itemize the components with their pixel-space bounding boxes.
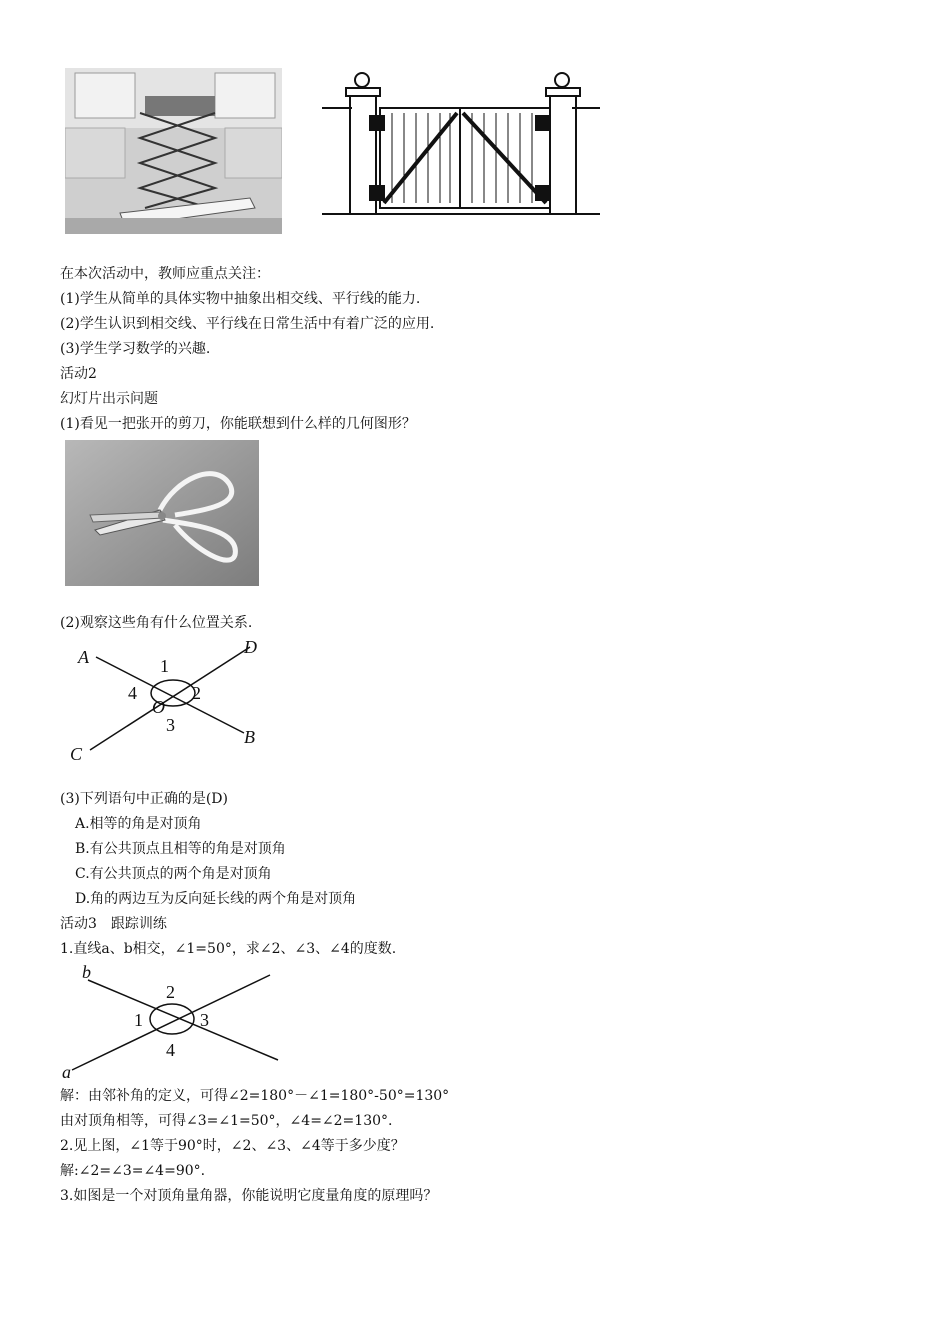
label-O: O [152,697,165,717]
problem-1: 1.直线a、b相交，∠1=50°，求∠2、∠3、∠4的度数. [60,941,397,957]
angle2-label-2: 2 [166,982,175,1002]
angle2-label-4: 4 [166,1040,175,1060]
question-2: (2)观察这些角有什么位置关系. [60,615,253,631]
focus-point-1: (1)学生从简单的具体实物中抽象出相交线、平行线的能力. [60,291,421,307]
question-1: (1)看见一把张开的剪刀，你能联想到什么样的几何图形？ [60,416,416,432]
problem-3: 3.如图是一个对顶角量角器，你能说明它度量角度的原理吗？ [60,1188,438,1204]
label-C: C [70,744,83,764]
option-a: A.相等的角是对顶角 [75,816,202,832]
label-A: A [78,647,89,667]
gate-drawing [322,68,602,238]
activity2-heading: 活动2 [60,366,97,382]
angle2-label-1: 1 [134,1010,143,1030]
intro-text: 在本次活动中，教师应重点关注： [60,266,270,282]
focus-point-3: (3)学生学习数学的兴趣. [60,341,211,357]
option-c: C.有公共顶点的两个角是对顶角 [75,866,272,882]
activity2-subheading: 幻灯片出示问题 [60,391,158,407]
label-D: D [244,637,257,657]
angle-label-3: 3 [166,715,175,735]
problem-2: 2.见上图，∠1等于90°时，∠2、∠3、∠4等于多少度？ [60,1138,405,1154]
scissor-lift-photo [65,68,282,234]
option-b: B.有公共顶点且相等的角是对顶角 [75,841,286,857]
option-d: D.角的两边互为反向延长线的两个角是对顶角 [75,891,357,907]
angle-label-1: 1 [160,656,169,676]
angle-label-2: 2 [192,683,201,703]
focus-point-2: (2)学生认识到相交线、平行线在日常生活中有着广泛的应用. [60,316,435,332]
scissors-photo [65,440,259,586]
angle-circle-2 [150,1004,194,1034]
angle-label-4: 4 [128,683,137,703]
question-3: (3)下列语句中正确的是(D) [60,791,228,807]
label-b: b [82,962,91,982]
angle2-label-3: 3 [200,1010,209,1030]
label-a: a [62,1062,71,1082]
solution-1b: 由对顶角相等，可得∠3=∠1=50°，∠4=∠2=130°. [60,1113,393,1129]
angle-figure-1 [60,635,280,770]
label-B: B [244,727,255,747]
solution-2: 解:∠2=∠3=∠4=90°. [60,1163,206,1179]
activity3-heading: 活动3 跟踪训练 [60,916,167,932]
angle-figure-2 [60,960,290,1085]
solution-1a: 解：由邻补角的定义，可得∠2=180°－∠1=180°-50°=130° [60,1088,450,1104]
